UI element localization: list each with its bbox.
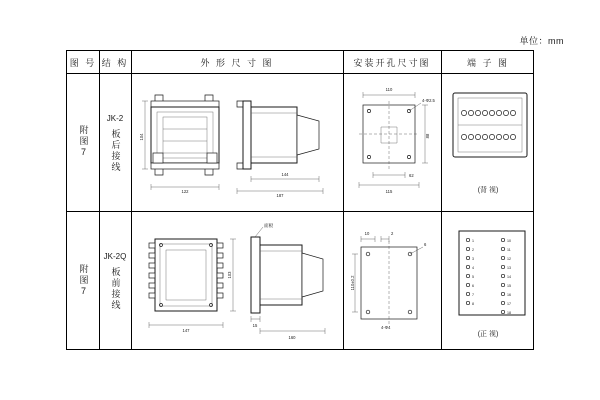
svg-text:187: 187	[276, 193, 284, 198]
col-divider-2	[131, 51, 132, 349]
header-structure: 结 构	[101, 57, 129, 68]
col-divider-4	[441, 51, 442, 349]
svg-text:1: 1	[472, 239, 474, 243]
svg-text:3: 3	[472, 257, 474, 261]
row2-terminal-caption: (正 视)	[477, 330, 499, 338]
col-divider-3	[343, 51, 344, 349]
row1-structure-model: JK-2	[106, 113, 124, 123]
svg-text:4: 4	[472, 266, 474, 270]
svg-text:14: 14	[507, 275, 511, 279]
svg-text:15: 15	[507, 284, 511, 288]
row1-terminal-caption: (背 视)	[477, 186, 499, 194]
svg-text:11: 11	[507, 248, 511, 252]
row2-fig-no: 附图7	[78, 263, 89, 298]
row1-structure-text: 板后接线	[110, 128, 121, 173]
header-outline: 外 形 尺 寸 图	[200, 57, 274, 68]
svg-text:18: 18	[507, 311, 511, 315]
row1-mounting-drawing	[349, 81, 437, 201]
svg-text:10: 10	[364, 231, 370, 236]
svg-text:17: 17	[507, 302, 511, 306]
row2-structure-model: JK-2Q	[103, 252, 127, 261]
svg-text:6: 6	[472, 284, 474, 288]
svg-text:2: 2	[472, 248, 474, 252]
svg-text:2: 2	[391, 231, 394, 236]
svg-text:62: 62	[409, 173, 414, 178]
svg-text:110: 110	[385, 87, 393, 92]
row2-structure-text: 板前接线	[110, 267, 121, 311]
header-terminal: 端 子 图	[466, 57, 509, 68]
svg-text:104: 104	[139, 133, 144, 141]
svg-text:10: 10	[507, 239, 511, 243]
svg-text:160: 160	[288, 335, 296, 340]
svg-text:5: 5	[472, 275, 474, 279]
svg-text:12: 12	[507, 257, 511, 261]
svg-text:13: 13	[507, 266, 511, 270]
svg-text:144: 144	[281, 172, 289, 177]
header-divider	[67, 73, 533, 74]
svg-text:4-Φ4: 4-Φ4	[381, 325, 391, 330]
row1-outline-drawing	[133, 79, 341, 205]
svg-text:面板: 面板	[264, 223, 274, 228]
row1-fig-no: 附图7	[78, 125, 89, 159]
svg-text:8: 8	[472, 302, 474, 306]
row1-terminal-drawing	[449, 87, 531, 193]
row2-terminal-drawing	[455, 227, 529, 331]
svg-text:15: 15	[252, 323, 258, 328]
svg-text:16: 16	[507, 293, 511, 297]
row2-structure	[99, 211, 131, 350]
header-fig-no: 图 号	[69, 57, 97, 68]
svg-text:6: 6	[424, 242, 427, 247]
svg-text:147: 147	[182, 328, 190, 333]
dimension-table	[66, 50, 534, 350]
header-mounting: 安装开孔尺寸图	[353, 57, 431, 68]
svg-text:103: 103	[227, 271, 232, 279]
row-divider	[67, 211, 533, 212]
svg-text:88: 88	[425, 133, 430, 139]
unit-note: 单位：mm	[519, 36, 564, 46]
svg-text:7: 7	[472, 293, 474, 297]
row2-mounting-drawing	[351, 223, 437, 341]
row2-outline-drawing	[133, 219, 341, 343]
svg-text:110±0.2: 110±0.2	[350, 275, 355, 291]
svg-text:115: 115	[385, 189, 393, 194]
svg-text:122: 122	[181, 189, 189, 194]
row1-structure	[99, 73, 131, 211]
svg-text:4-Φ2.5: 4-Φ2.5	[422, 98, 435, 103]
